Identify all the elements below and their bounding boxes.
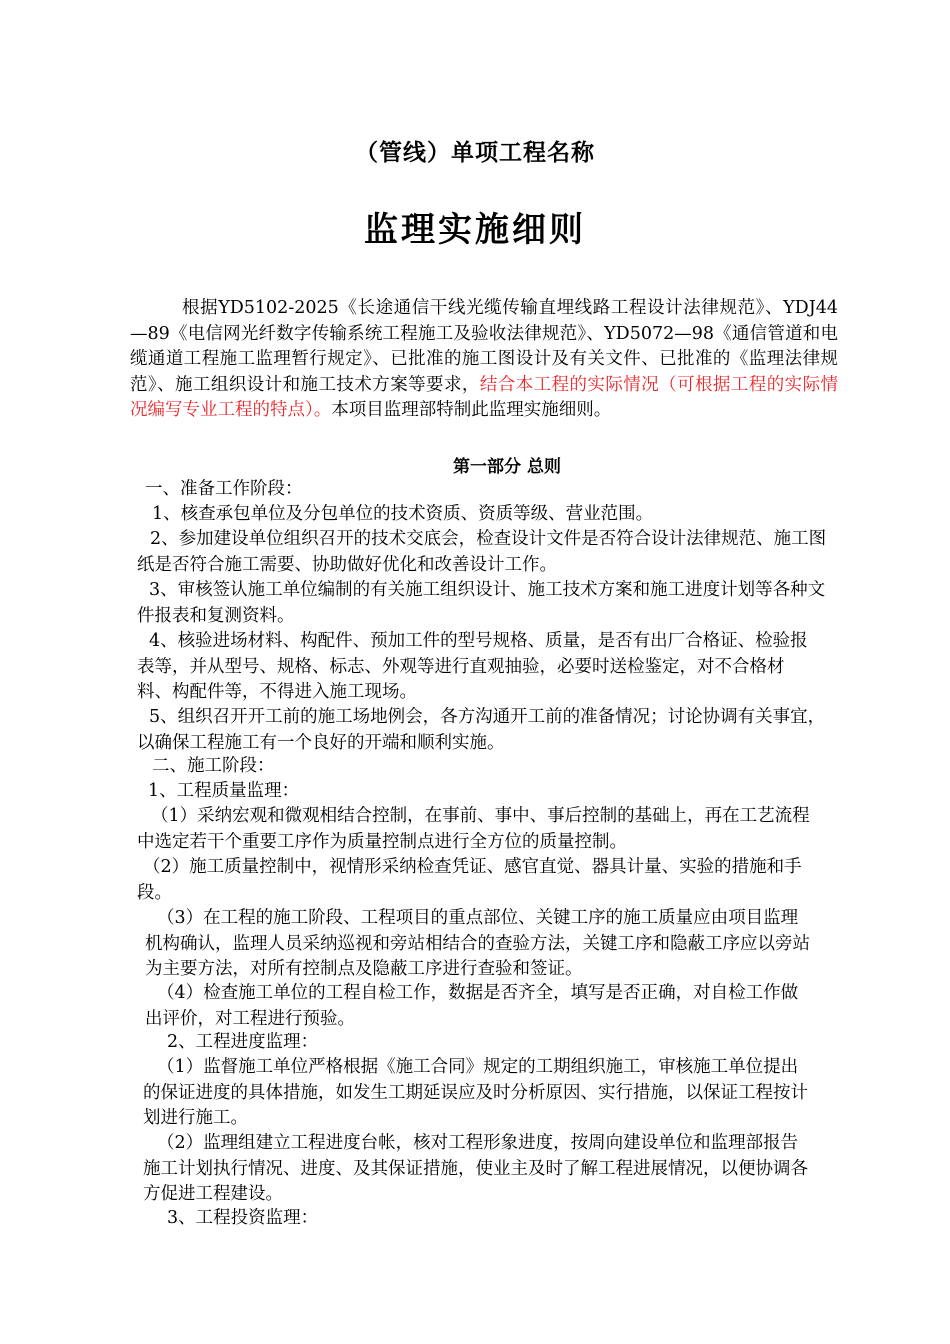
list-item: 1、核查承包单位及分包单位的技术资质、资质等级、营业范围。 xyxy=(152,504,654,524)
intro-red-note: 结合本工程的实际情况（可根据工程的实际情况编写专业工程的特点）。 xyxy=(130,374,839,420)
stage-heading-prep: 一、准备工作阶段： xyxy=(145,479,303,499)
subsection-heading: 3、工程投资监理： xyxy=(167,1208,319,1228)
section-heading: 第一部分 总则 xyxy=(453,457,561,477)
list-item: （1）采纳宏观和微观相结合控制，在事前、事中、事后控制的基础上，再在工艺流程中选定若干个重要工序作为质量控制点进行全方位的质量控制。 xyxy=(137,806,810,852)
stage-heading-construction: 二、施工阶段： xyxy=(152,756,275,776)
list-item: （2）施工质量控制中，视情形采纳检查凭证、感官直觉、器具计量、实验的措施和手段。 xyxy=(137,857,802,903)
list-item: 3、审核签认施工单位编制的有关施工组织设计、施工技术方案和施工进度计划等各种文件报表和复测资料。 xyxy=(137,580,826,626)
intro-text-end: 本项目监理部特制此监理实施细则。 xyxy=(331,400,612,420)
list-item: （1）监督施工单位严格根据《施工合同》规定的工期组织施工，审核施工单位提出的保证进度的具体措施，如发生工期延误应及时分析原因、实行措施，以保证工程按计划进行施工。 xyxy=(143,1057,808,1128)
list-item: （4）检查施工单位的工程自检工作，数据是否齐全，填写是否正确，对自检工作做出评价，对工程进行预验。 xyxy=(145,983,799,1029)
list-item: 5、组织召开开工前的施工场地例会，各方沟通开工前的准备情况；讨论协调有关事宜，以确保工程施工有一个良好的开端和顺利实施。 xyxy=(137,707,826,753)
intro-text: 根据YD5102-2025《长途通信干线光缆传输直埋线路工程设计法律规范》、YDJ44—89《电信网光纤数字传输系统工程施工及验收法律规范》、YD5072—98《通信管道和电缆通道工程施工监理暂行规定》、已批准的施工图设计及有关文件、已批准的《监理法律规范》、施工组织设计和施工技术方案等要求， xyxy=(130,298,838,395)
project-subtitle: （管线）单项工程名称 xyxy=(355,140,595,166)
list-item: 2、参加建设单位组织召开的技术交底会，检查设计文件是否符合设计法律规范、施工图纸是否符合施工需要、协助做好优化和改善设计工作。 xyxy=(137,529,827,575)
document-title: 监理实施细则 xyxy=(364,210,586,250)
subsection-heading: 1、工程质量监理： xyxy=(148,781,300,801)
list-item: 4、核验进场材料、构配件、预加工件的型号规格、质量，是否有出厂合格证、检验报表等，并从型号、规格、标志、外观等进行直观抽验，必要时送检鉴定，对不合格材料、构配件等，不得进入施工现场。 xyxy=(137,631,808,702)
intro-paragraph xyxy=(130,296,838,424)
list-item: （3）在工程的施工阶段、工程项目的重点部位、关键工序的施工质量应由项目监理机构确认，监理人员采纳巡视和旁站相结合的查验方法，关键工序和隐蔽工序应以旁站为主要方法，对所有控制点及隐蔽工序进行查验和签证。 xyxy=(145,908,810,979)
list-item: （2）监理组建立工程进度台帐，核对工程形象进度，按周向建设单位和监理部报告施工计划执行情况、进度、及其保证措施，使业主及时了解工程进展情况，以便协调各方促进工程建设。 xyxy=(143,1133,808,1204)
subsection-heading: 2、工程进度监理： xyxy=(167,1032,319,1052)
